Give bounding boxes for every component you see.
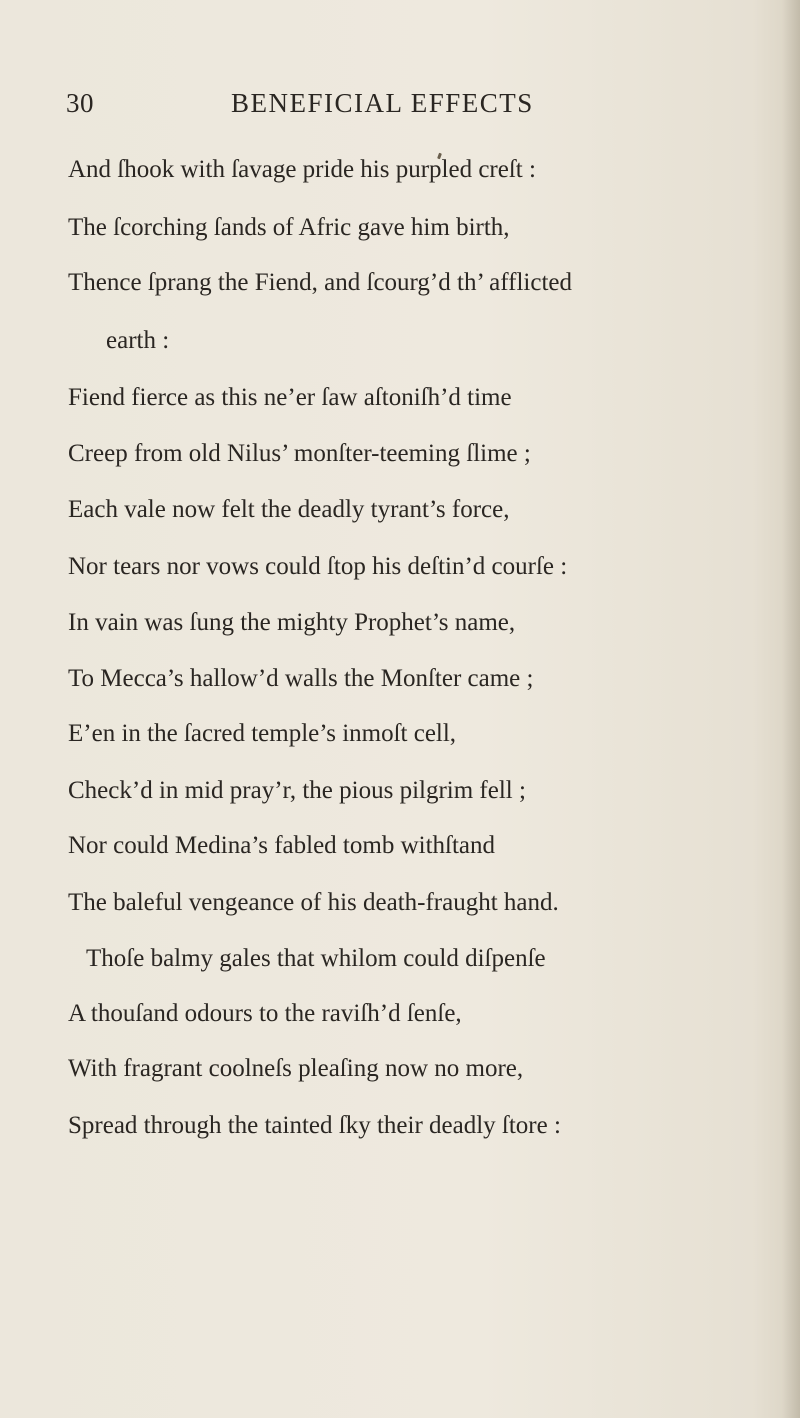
verse-line: Thoſe balmy gales that whilom could diſpenſe <box>86 945 546 972</box>
verse-line: Thence ſprang the Fiend, and ſcourg’d th’ afflicted <box>68 269 572 296</box>
verse-line: Each vale now felt the deadly tyrant’s force, <box>68 496 510 523</box>
page-header <box>66 88 766 128</box>
verse-line: Nor could Medina’s fabled tomb withſtand <box>68 832 496 859</box>
verse-line: And ſhook with ſavage pride his purpled creſt : <box>68 156 536 183</box>
verse-line: In vain was ſung the mighty Prophet’s name, <box>68 609 516 636</box>
verse-line: Spread through the tainted ſky their deadly ſtore : <box>68 1111 561 1139</box>
verse-line: The ſcorching ſands of Afric gave him birth, <box>68 213 510 241</box>
verse-line: A thouſand odours to the raviſh’d ſenſe, <box>68 999 462 1027</box>
verse-line: Fiend fierce as this ne’er ſaw aſtoniſh’d time <box>68 384 512 411</box>
verse-line: The baleful vengeance of his death-fraught hand. <box>68 888 559 916</box>
verse-line: To Mecca’s hallow’d walls the Monſter came ; <box>68 664 534 692</box>
verse-line: Check’d in mid pray’r, the pious pilgrim fell ; <box>68 776 526 804</box>
page-edge-shadow <box>782 0 800 1418</box>
verse-line: Creep from old Nilus’ monſter-teeming ſlime ; <box>68 439 531 467</box>
running-title: BENEFICIAL EFFECTS <box>231 88 534 118</box>
page-number: 30 <box>66 88 94 118</box>
verse-line: E’en in the ſacred temple’s inmoſt cell, <box>68 720 457 747</box>
verse-line: earth : <box>106 326 170 354</box>
verse-line: With fragrant coolneſs pleaſing now no more, <box>68 1055 524 1082</box>
verse-line: Nor tears nor vows could ſtop his deſtin’d courſe : <box>68 552 568 580</box>
